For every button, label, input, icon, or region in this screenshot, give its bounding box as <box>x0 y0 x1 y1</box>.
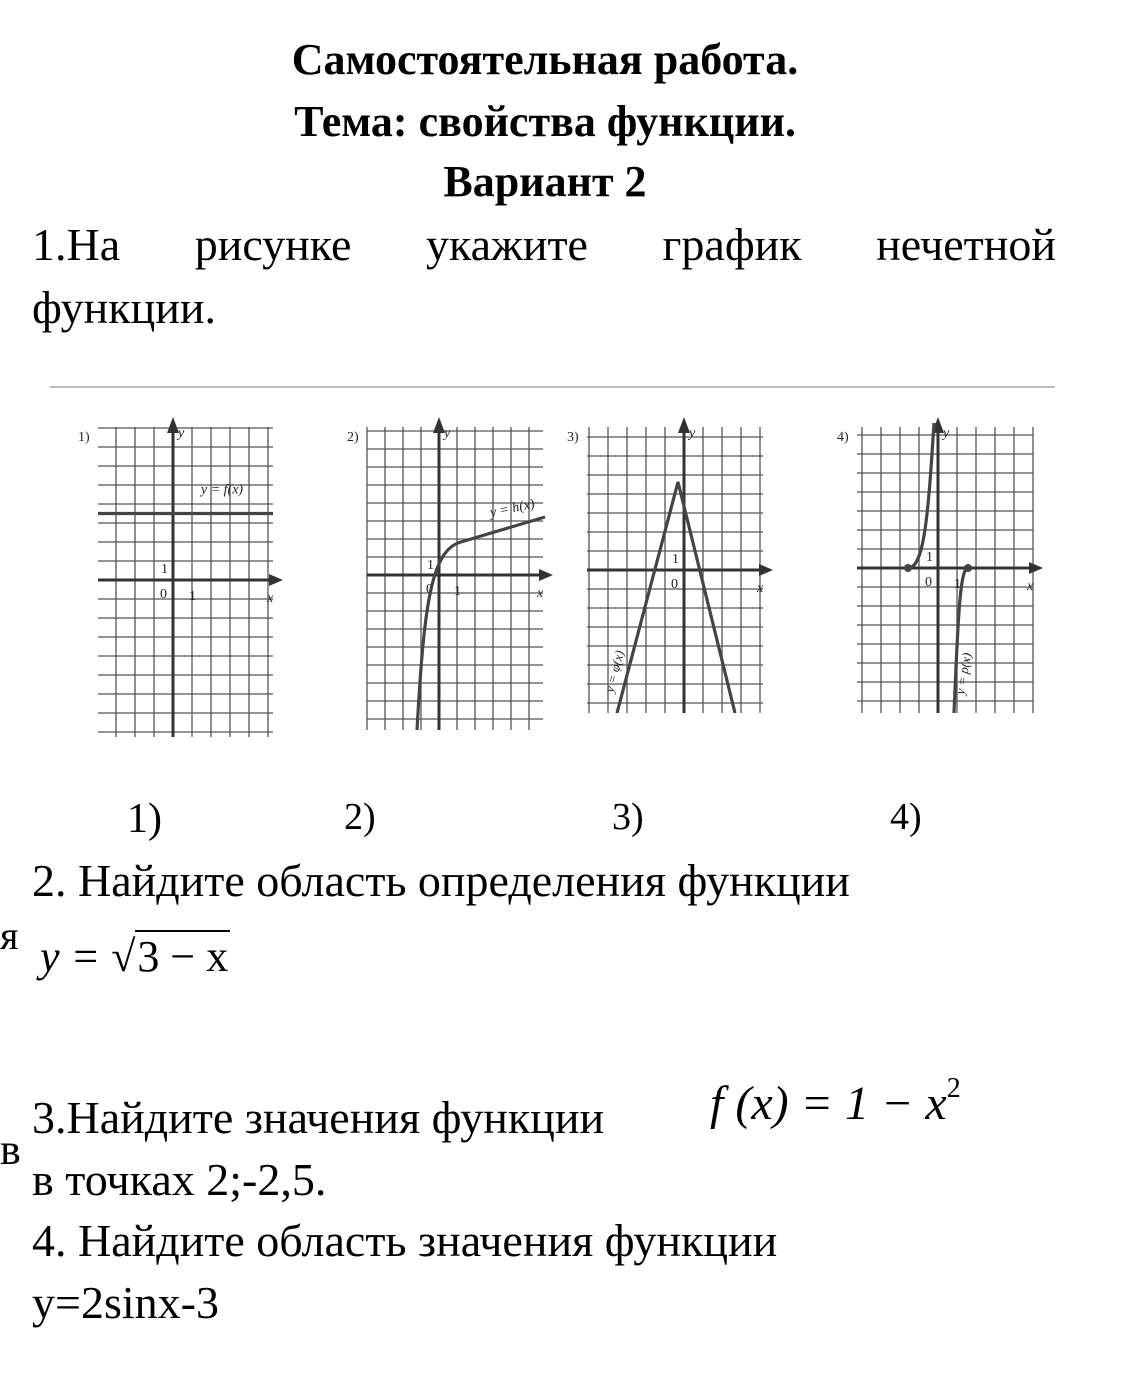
caption-graph-2: 2) <box>344 796 376 838</box>
graph-number-label: 2) <box>347 430 359 445</box>
graph-1 <box>78 417 283 737</box>
graph-number-label: 4) <box>837 430 849 445</box>
graph-number-label: 3) <box>567 430 579 445</box>
graph-grid <box>98 427 273 737</box>
origin-label: 0 <box>426 582 433 597</box>
y-axis-label: y <box>943 426 950 441</box>
variant-title: Вариант 2 <box>443 157 647 206</box>
origin-label: 0 <box>160 587 167 602</box>
x-axis-label: x <box>757 581 764 596</box>
y-axis-label: y <box>444 426 451 441</box>
origin-label: 0 <box>925 575 932 590</box>
y-axis-label: y <box>689 426 696 441</box>
unit-y-label: 1 <box>427 558 434 573</box>
graph-point <box>964 564 972 572</box>
value-formula <box>710 1075 961 1128</box>
topic-title: Тема: свойства функции. <box>294 97 796 146</box>
function-label: y = h(x) <box>488 496 537 521</box>
question-1-line-2: функции. <box>32 282 216 333</box>
graph-curve <box>908 423 934 568</box>
x-axis-label: x <box>267 591 274 606</box>
unit-y-label: 1 <box>672 552 679 567</box>
origin-label: 0 <box>671 577 678 592</box>
y-axis-label: y <box>178 426 185 441</box>
q1-word: нечетной <box>876 219 1056 270</box>
graph-2 <box>347 417 553 730</box>
graph-4 <box>837 417 1043 713</box>
sqrt-symbol: √ <box>111 932 136 981</box>
function-label: y = φ(x) <box>601 648 627 694</box>
q1-word: рисунке <box>194 219 352 270</box>
question-4-text: 4. Найдите область значения функции <box>32 1215 778 1266</box>
unit-x-label: 1 <box>954 577 961 592</box>
unit-y-label: 1 <box>926 550 933 565</box>
q1-word: график <box>662 219 802 270</box>
caption-graph-4: 4) <box>890 796 922 838</box>
graphs-figure <box>30 375 1060 770</box>
domain-formula <box>40 932 230 981</box>
caption-graph-1: 1) <box>127 796 162 842</box>
graph-grid <box>857 427 1033 713</box>
function-label: y = f(x) <box>201 482 244 498</box>
x-axis-label: x <box>537 586 544 601</box>
formula-lhs: y = <box>40 932 112 981</box>
x-axis-arrow-icon <box>759 564 773 576</box>
question-3-text: 3.Найдите значения функции <box>32 1092 605 1143</box>
function-label: y = p(x) <box>952 651 975 696</box>
q1-word: 1.На <box>32 219 121 270</box>
unit-y-label: 1 <box>161 562 168 577</box>
graph-curve <box>417 517 545 730</box>
question-1-line-1 <box>32 219 1056 270</box>
x-axis-arrow-icon <box>1029 562 1043 574</box>
x-axis-label: x <box>1027 579 1034 594</box>
question-3-points: в точках 2;-2,5. <box>32 1154 327 1205</box>
cut-off-text-fragment: я <box>0 913 19 958</box>
formula-exponent: 2 <box>946 1073 961 1104</box>
unit-x-label: 1 <box>700 579 707 594</box>
unit-x-label: 1 <box>189 589 196 604</box>
q1-word: укажите <box>425 219 588 270</box>
graph-3 <box>567 417 773 713</box>
x-axis-arrow-icon <box>539 569 553 581</box>
cut-off-text-fragment: в <box>0 1125 21 1174</box>
graph-number-label: 1) <box>78 430 90 445</box>
question-2-text: 2. Найдите область определения функции <box>32 855 850 906</box>
graph-point <box>904 564 912 572</box>
x-axis-arrow-icon <box>269 574 283 586</box>
graph-curve <box>617 482 735 713</box>
caption-graph-3: 3) <box>612 796 644 838</box>
unit-x-label: 1 <box>454 584 461 599</box>
sqrt-radicand: 3 − x <box>137 932 229 981</box>
page-title: Самостоятельная работа. <box>291 35 799 84</box>
question-4-function: y=2sinx-3 <box>32 1277 219 1328</box>
graph-grid <box>367 427 543 730</box>
formula-main: f (x) = 1 − x <box>710 1077 947 1130</box>
